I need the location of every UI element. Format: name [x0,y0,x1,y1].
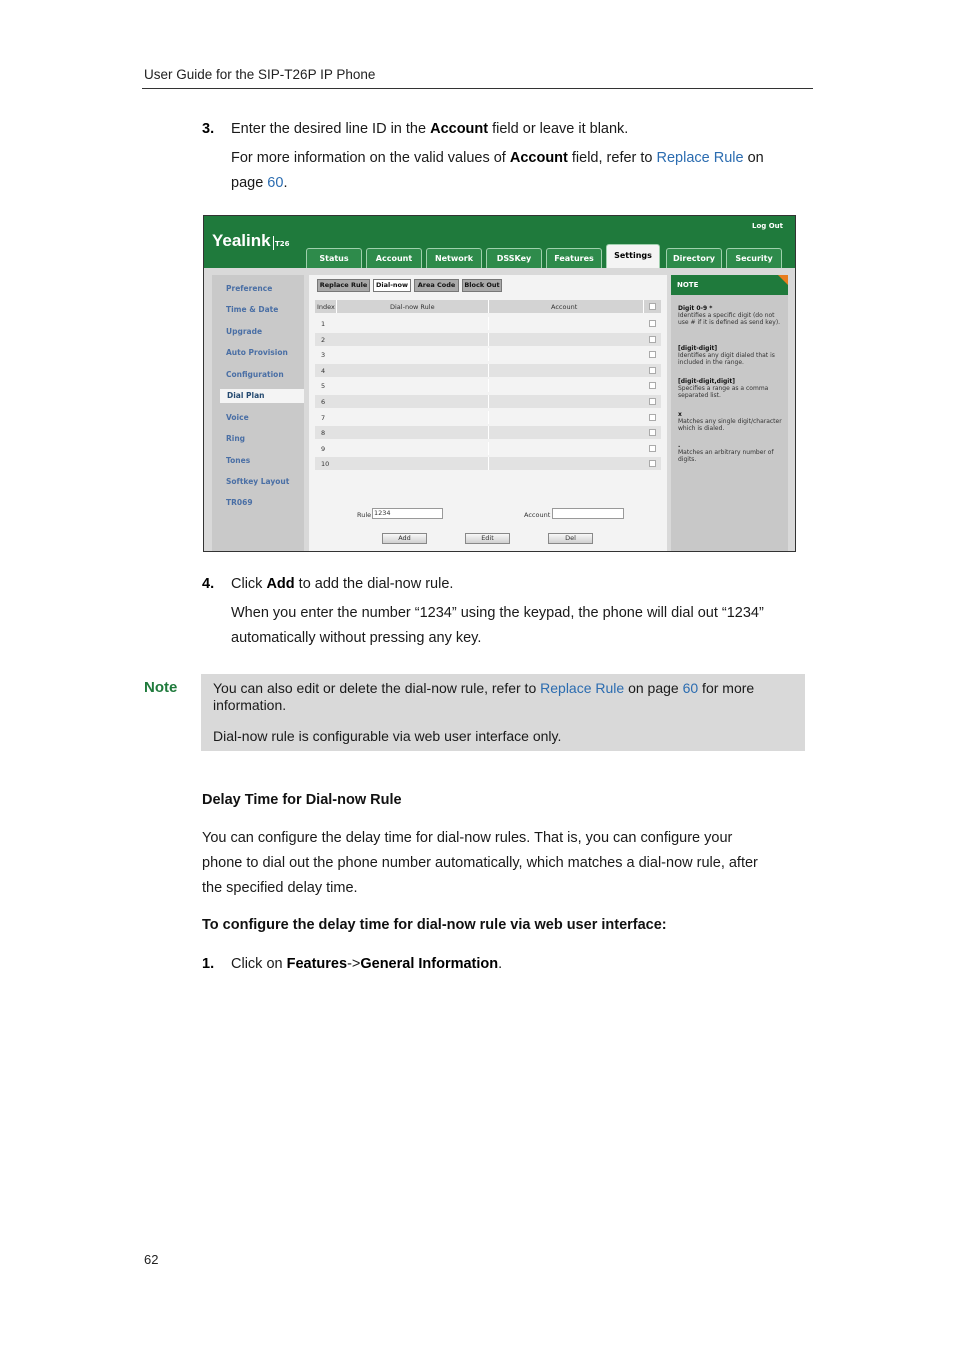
sidebar-item-configuration[interactable]: Configuration [226,370,284,379]
table-row: 6 [315,395,661,408]
row-checkbox[interactable] [649,382,656,389]
column-header-rule: Dial-now Rule [390,303,435,311]
column-header-index: Index [317,303,335,311]
rule-input[interactable]: 1234 [372,508,443,519]
step-3-subtext: For more information on the valid values of Account field, refer to Replace Rule on [231,150,764,166]
table-row: 10 [315,457,661,470]
sidebar-item-dial-plan[interactable]: Dial Plan [220,389,304,403]
logo-divider [273,236,274,250]
page-number: 62 [144,1252,159,1267]
note-item: . Matches an arbitrary number of digits. [678,442,774,463]
table-row: 8 [315,426,661,439]
row-checkbox[interactable] [649,367,656,374]
note-corner-icon [778,275,788,285]
yealink-logo: Yealink [212,231,271,250]
nav-tab-dsskey[interactable]: DSSKey [486,248,542,268]
subtab-dial-now[interactable]: Dial-now [373,279,411,292]
subtab-replace-rule[interactable]: Replace Rule [317,279,370,292]
note-item: x Matches any single digit/character which is dialed. [678,411,782,432]
table-row: 9 [315,442,661,455]
table-row: 2 [315,333,661,346]
sidebar-item-tones[interactable]: Tones [226,456,251,465]
running-header: User Guide for the SIP-T26P IP Phone [144,67,376,82]
section-heading: Delay Time for Dial-now Rule [202,792,402,808]
row-checkbox[interactable] [649,320,656,327]
sidebar-item-softkey-layout[interactable]: Softkey Layout [226,477,290,486]
section-para-line-1: You can configure the delay time for dial-now rules. That is, you can configure your [202,830,733,846]
header-rule [142,88,813,89]
sidebar-item-voice[interactable]: Voice [226,413,249,422]
note-line-3: Dial-now rule is configurable via web user interface only. [213,728,562,744]
note-line-2: information. [213,697,287,713]
sidebar-item-preference[interactable]: Preference [226,284,273,293]
section-para-line-2: phone to dial out the phone number automatically, which matches a dial-now rule, after [202,855,758,871]
column-header-account: Account [551,303,578,311]
note-page-link[interactable]: 60 [682,680,699,696]
del-button[interactable]: Del [548,533,593,544]
table-header [315,300,661,313]
step-1-number: 1. [202,956,215,972]
row-checkbox[interactable] [649,414,656,421]
table-row: 4 [315,364,661,377]
note-label: Note [144,679,178,696]
note-box [201,674,805,751]
row-checkbox[interactable] [649,429,656,436]
nav-tab-account[interactable]: Account [366,248,422,268]
note-panel [671,275,788,552]
model-label: T26 [275,240,290,248]
nav-tab-directory[interactable]: Directory [666,248,722,268]
table-row: 5 [315,379,661,392]
nav-tab-settings[interactable]: Settings [606,244,660,268]
account-label: Account [524,511,551,519]
section-para-line-3: the specified delay time. [202,880,358,896]
step-4-number: 4. [202,576,215,592]
nav-tab-security[interactable]: Security [726,248,782,268]
step-3-subtext-2: page 60. [231,175,288,191]
subtab-area-code[interactable]: Area Code [414,279,459,292]
account-select[interactable] [552,508,624,519]
page-60-link[interactable]: 60 [267,175,284,191]
dial-plan-panel [309,275,667,552]
row-checkbox[interactable] [649,336,656,343]
note-line-1: You can also edit or delete the dial-now rule, refer to Replace Rule on page 60 for more [213,680,755,696]
nav-tab-features[interactable]: Features [546,248,602,268]
row-checkbox[interactable] [649,351,656,358]
step-4-subtext-1: When you enter the number “1234” using the keypad, the phone will dial out “1234” [231,605,764,621]
table-row: 1 [315,317,661,330]
note-replace-rule-link[interactable]: Replace Rule [540,680,625,696]
web-ui-screenshot [203,215,796,552]
sidebar-item-ring[interactable]: Ring [226,434,246,443]
edit-button[interactable]: Edit [465,533,510,544]
sidebar-item-auto-provision[interactable]: Auto Provision [226,348,288,357]
rule-label: Rule [357,511,372,519]
sidebar-item-time-date[interactable]: Time & Date [226,305,279,314]
sidebar-item-upgrade[interactable]: Upgrade [226,327,263,336]
nav-tab-status[interactable]: Status [306,248,362,268]
logout-link[interactable]: Log Out [752,222,783,230]
step-3-text: Enter the desired line ID in the Account field or leave it blank. [231,121,629,137]
web-ui-topbar [204,216,795,268]
replace-rule-link[interactable]: Replace Rule [656,150,744,166]
sidebar-item-tr069[interactable]: TR069 [226,498,253,507]
note-item: [digit-digit] Identifies any digit dialed that is included in the range. [678,345,775,366]
note-title: NOTE [671,275,788,295]
settings-sidebar [212,275,304,552]
step-1-text: Click on Features->General Information. [231,956,503,972]
note-item: Digit 0-9 * Identifies a specific digit (do not use # if it is defined as send key). [678,305,781,326]
procedure-heading: To configure the delay time for dial-now rule via web user interface: [202,917,667,933]
step-3-number: 3. [202,121,215,137]
select-all-checkbox[interactable] [649,303,656,310]
add-button[interactable]: Add [382,533,427,544]
step-4-text: Click Add to add the dial-now rule. [231,576,454,592]
table-row: 3 [315,348,661,361]
table-row: 7 [315,411,661,424]
row-checkbox[interactable] [649,445,656,452]
row-checkbox[interactable] [649,460,656,467]
note-item: [digit-digit,digit] Specifies a range as a comma separated list. [678,378,769,399]
nav-tab-network[interactable]: Network [426,248,482,268]
step-4-subtext-2: automatically without pressing any key. [231,630,482,646]
subtab-block-out[interactable]: Block Out [462,279,502,292]
row-checkbox[interactable] [649,398,656,405]
